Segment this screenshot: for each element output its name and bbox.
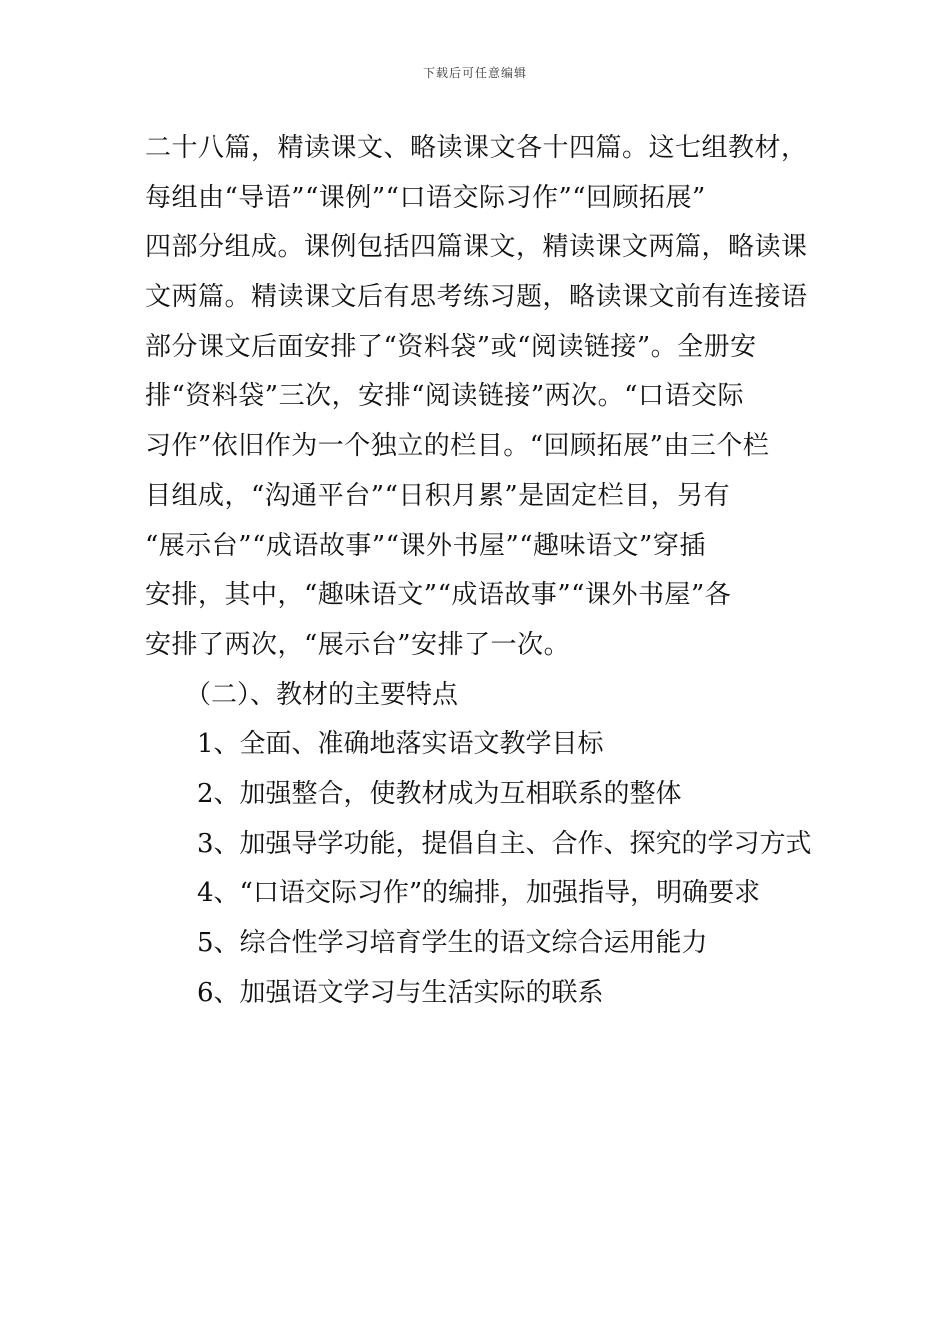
- paragraph-line: 目组成，“沟通平台”“日积月累”是固定栏目，另有: [145, 480, 731, 511]
- paragraph-line: 排“资料袋”三次，安排“阅读链接”两次。“口语交际: [145, 381, 744, 412]
- feature-item: 1、全面、准确地落实语文教学目标: [197, 729, 604, 760]
- paragraph-line: 部分课文后面安排了“资料袋”或“阅读链接”。全册安: [145, 331, 757, 362]
- paragraph-line: 每组由“导语”“课例”“口语交际习作”“回顾拓展”: [145, 182, 706, 213]
- paragraph-line: 安排了两次，“展示台”安排了一次。: [145, 629, 571, 660]
- paragraph-line: 二十八篇，精读课文、略读课文各十四篇。这七组教材，: [145, 133, 808, 163]
- document-body: [145, 124, 825, 1018]
- body-paragraph: [145, 124, 825, 671]
- feature-item: 5、综合性学习培育学生的语文综合运用能力: [197, 928, 708, 958]
- feature-item: 2、加强整合，使教材成为互相联系的整体: [197, 778, 682, 809]
- feature-item: 3、加强导学功能，提倡自主、合作、探究的学习方式: [197, 828, 812, 859]
- page-header-note: 下载后可任意编辑: [422, 66, 527, 80]
- paragraph-line: 文两篇。精读课文后有思考练习题，略读课文前有连接语: [145, 282, 808, 313]
- paragraph-line: 四部分组成。课例包括四篇课文，精读课文两篇，略读课: [145, 232, 808, 263]
- section-heading: （二）、教材的主要特点: [185, 679, 459, 710]
- feature-list: [145, 720, 825, 1018]
- paragraph-line: “展示台”“成语故事”“课外书屋”“趣味语文”穿插: [145, 530, 706, 561]
- paragraph-line: 安排，其中，“趣味语文”“成语故事”“课外书屋”各: [145, 580, 732, 611]
- feature-item: 6、加强语文学习与生活实际的联系: [197, 977, 604, 1008]
- paragraph-line: 习作”依旧作为一个独立的栏目。“回顾拓展”由三个栏: [145, 431, 770, 462]
- feature-item: 4、“口语交际习作”的编排，加强指导，明确要求: [197, 878, 761, 909]
